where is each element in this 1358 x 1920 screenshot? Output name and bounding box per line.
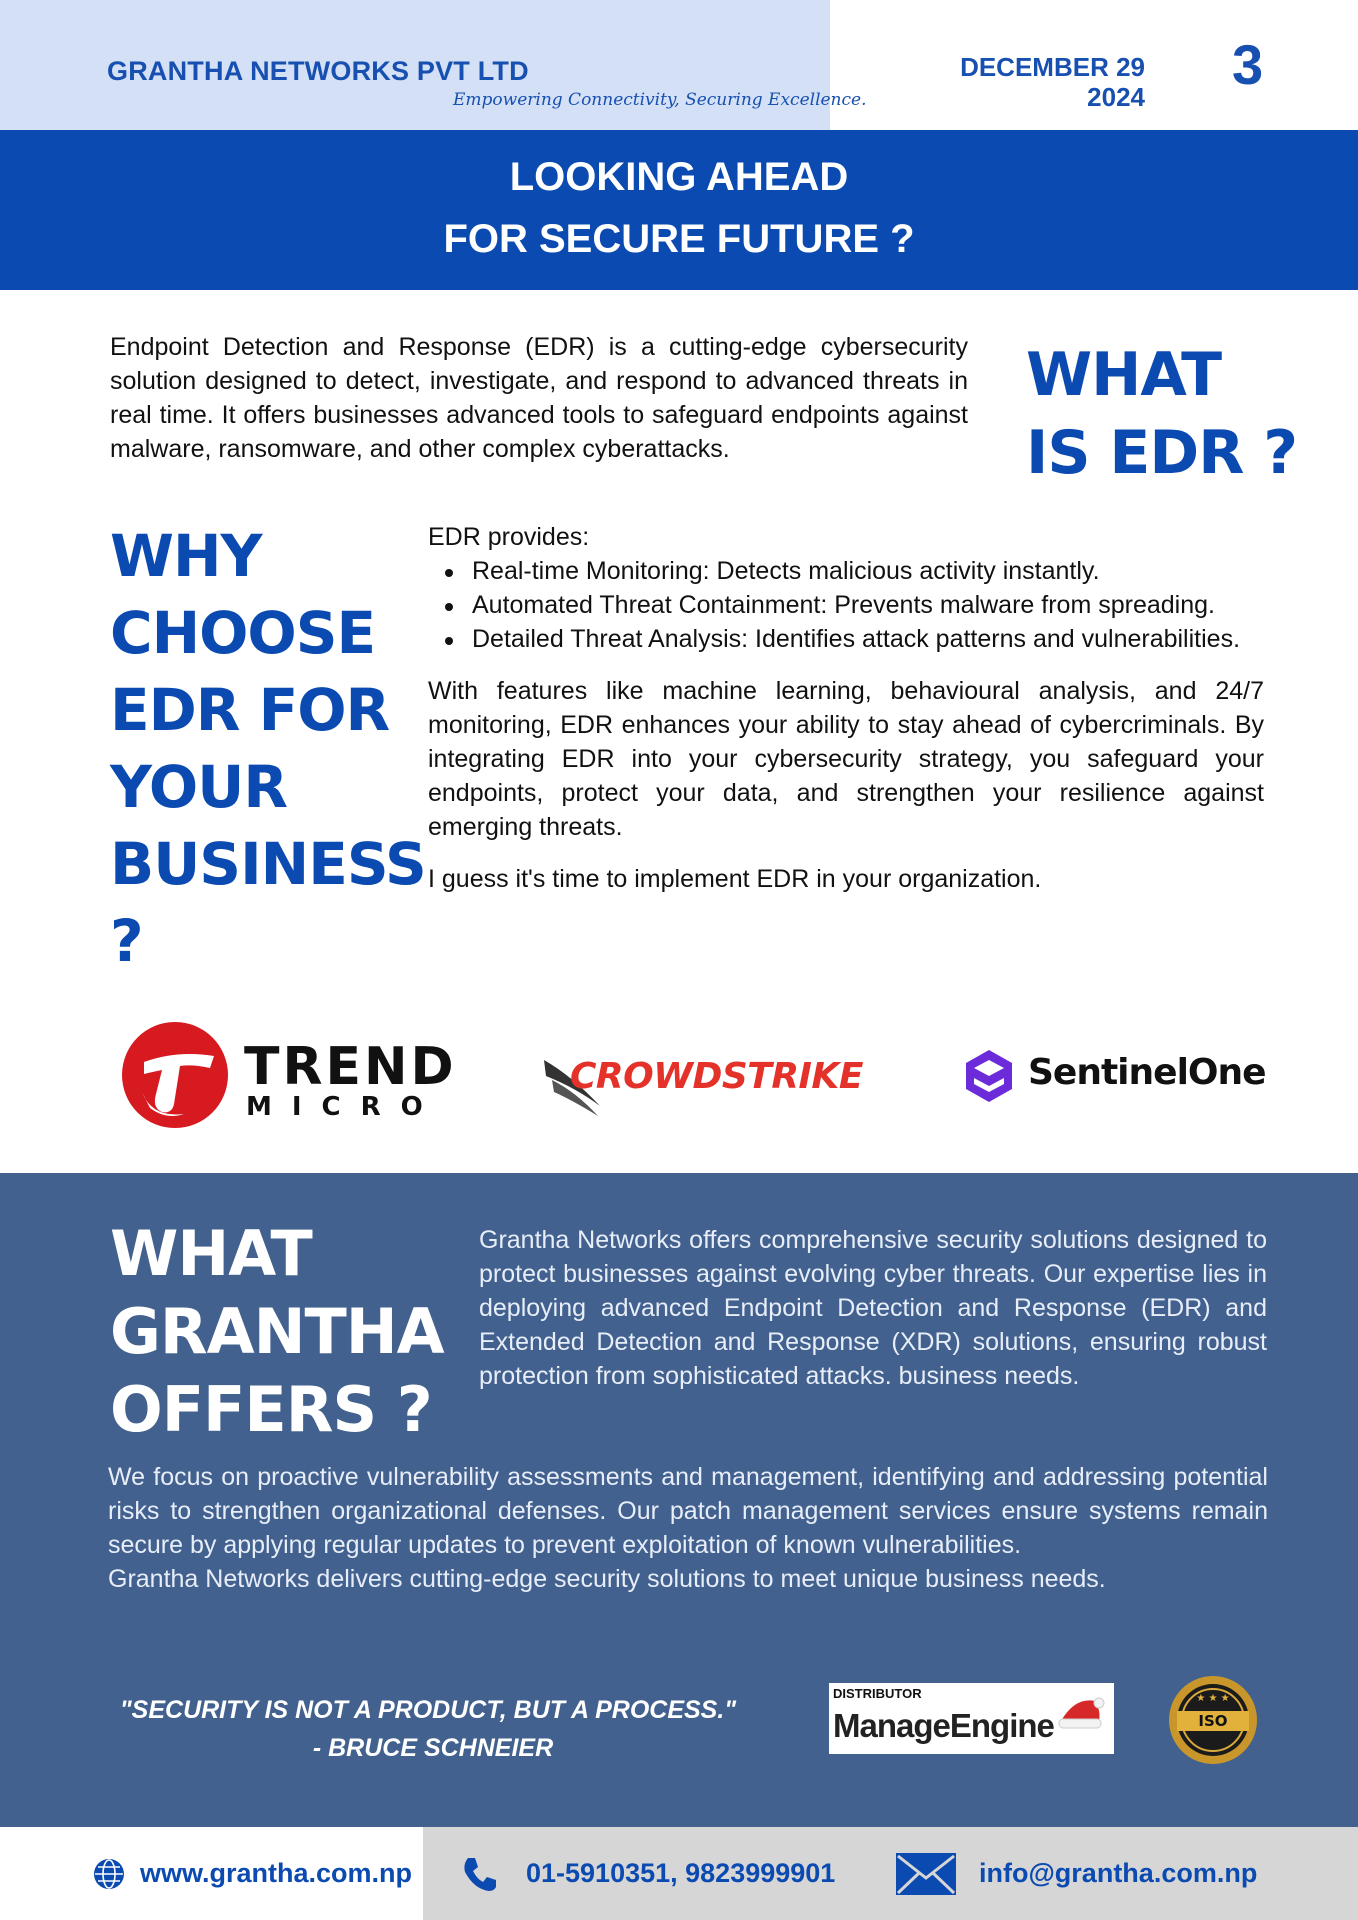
quote-text: "SECURITY IS NOT A PRODUCT, BUT A PROCESS." (119, 1696, 737, 1724)
edr-features-paragraph: With features like machine learning, behavioural analysis, and 24/7 monitoring, EDR enhances your ability to stay ahead of cybercriminals. By integrating EDR into your cybersecurity strategy, you safeguard your endpoints, protect your data, and strengthen your resilience against emerging threats. (428, 677, 1264, 841)
issue-date (960, 52, 1145, 112)
manageengine-wordmark: ManageEngine (833, 1707, 1054, 1744)
edr-closing-line: I guess it's time to implement EDR in your organization. (428, 865, 1042, 893)
offers-heading-line: GRANTHA (110, 1295, 444, 1368)
phone-text: 01-5910351, 9823999901 (526, 1858, 836, 1888)
edr-intro-paragraph: Endpoint Detection and Response (EDR) is a cutting-edge cybersecurity solution designed to detect, investigate, and respond to advanced threats in real time. It offers businesses advanced tools to safeguard endpoints against malware, ransomware, and other complex cyberattacks. (110, 333, 968, 463)
issue-date-day: DECEMBER 29 (960, 52, 1145, 82)
distributor-label: DISTRIBUTOR (833, 1686, 922, 1701)
crowdstrike-logo (542, 1048, 882, 1118)
why-heading-line: CHOOSE (110, 599, 376, 667)
edr-provides-label: EDR provides: (428, 523, 590, 551)
offers-heading-line: OFFERS ? (110, 1373, 432, 1446)
banner-line-1: LOOKING AHEAD (509, 155, 849, 199)
why-heading-line: BUSINESS (110, 830, 426, 898)
iso-seal-icon (1163, 1673, 1263, 1767)
iso-certified-badge (1163, 1673, 1263, 1767)
email-text: info@grantha.com.np (979, 1858, 1258, 1888)
company-name: GRANTHA NETWORKS PVT LTD (107, 56, 529, 86)
why-heading-line: ? (110, 907, 143, 975)
contact-footer (0, 1827, 1358, 1920)
offers-heading-line: WHAT (110, 1217, 312, 1290)
trend-micro-logo (122, 1020, 457, 1130)
trend-micro-wordmark: TREND (244, 1037, 457, 1097)
page-number: 3 (1232, 33, 1264, 96)
sentinelone-wordmark: SentinelOne (1028, 1052, 1266, 1093)
offers-paragraph-block (108, 1460, 1268, 1596)
why-heading-line: YOUR (110, 753, 287, 821)
quote-author: - BRUCE SCHNEIER (312, 1734, 554, 1762)
what-is-edr-heading-line: WHAT (1026, 340, 1222, 410)
offers-paragraph-1: Grantha Networks offers comprehensive security solutions designed to protect businesses against evolving cyber threats. Our expertise lies in deploying advanced Endpoint Detection and Response (EDR) and Extended Detection and Response (XDR) solutions, ensuring robust protection from sophisticated attacks. business needs. (479, 1226, 1267, 1390)
what-is-edr-heading-line: IS EDR ? (1026, 418, 1298, 488)
list-item: Automated Threat Containment: Prevents malware from spreading. (472, 588, 1264, 622)
banner-line-2: FOR SECURE FUTURE ? (443, 217, 915, 261)
svg-text:★ ★ ★: ★ ★ ★ (1196, 1693, 1230, 1704)
offers-heading (110, 1215, 444, 1449)
trend-micro-swirl-icon (122, 1022, 228, 1128)
phone-contact[interactable] (460, 1827, 835, 1920)
edr-benefits-block (428, 520, 1264, 896)
iso-seal-label: ISO (1198, 1712, 1228, 1730)
security-quote (108, 1691, 748, 1767)
why-heading-line: EDR FOR (110, 676, 390, 744)
edr-benefits-list (472, 554, 1264, 656)
company-tagline: Empowering Connectivity, Securing Excellence. (453, 90, 867, 110)
grantha-offers-section (0, 1173, 1358, 1827)
why-choose-edr-heading (110, 518, 426, 980)
trend-micro-subword: MICRO (246, 1092, 443, 1122)
sentinelone-hex-icon (964, 1048, 1014, 1104)
what-is-edr-heading (1026, 336, 1297, 492)
trend-micro-emblem (122, 1022, 228, 1128)
globe-icon (92, 1857, 126, 1891)
manageengine-distributor-badge (829, 1683, 1114, 1754)
phone-icon (460, 1854, 500, 1894)
offers-paragraph-3: Grantha Networks delivers cutting-edge security solutions to meet unique business needs. (108, 1565, 1106, 1593)
why-heading-line: WHY (110, 522, 262, 590)
sentinelone-logo (962, 1044, 1272, 1110)
offers-paragraph-2: We focus on proactive vulnerability assessments and management, identifying and addressing potential risks to strengthen organizational defenses. Our patch management services ensure systems remain secure by applying regular updates to prevent exploitation of known vulnerabilities. (108, 1463, 1268, 1559)
list-item: Real-time Monitoring: Detects malicious activity instantly. (472, 554, 1264, 588)
santa-hat-icon (1055, 1691, 1107, 1743)
list-item: Detailed Threat Analysis: Identifies attack patterns and vulnerabilities. (472, 622, 1264, 656)
website-text: www.grantha.com.np (140, 1858, 413, 1888)
email-link[interactable] (895, 1827, 1257, 1920)
title-banner (0, 130, 1358, 290)
crowdstrike-wordmark: CROWDSTRIKE (570, 1056, 863, 1097)
mail-icon (895, 1852, 957, 1896)
website-link[interactable] (92, 1827, 412, 1920)
issue-date-year: 2024 (1087, 82, 1145, 112)
